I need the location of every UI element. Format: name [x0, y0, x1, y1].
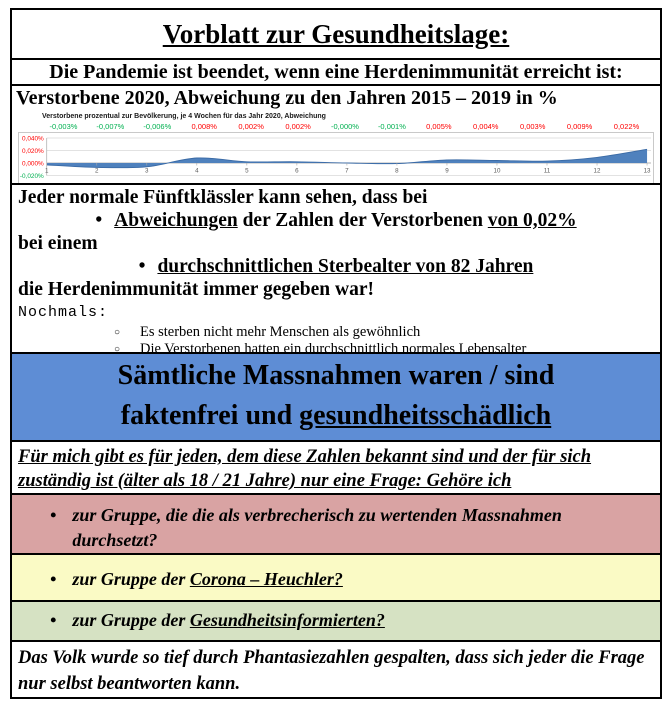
bullet-icon: • [50, 505, 57, 525]
sub-bullet-item [114, 324, 654, 341]
group-row-informed [12, 600, 660, 640]
analysis-line-2: bei einem [18, 233, 98, 254]
bullet-icon: • [50, 569, 57, 589]
x-tick-label: 13 [643, 167, 651, 175]
chart-data-label: -0,001% [377, 122, 406, 131]
sub-bullet-list [114, 324, 654, 352]
group-underlined-text: Corona – Heuchler? [189, 569, 343, 589]
sub-bullet-text: Es sterben nicht mehr Menschen als gewöhnlich [140, 324, 421, 340]
x-tick-label: 4 [195, 167, 199, 175]
footer-section [12, 640, 660, 697]
bullet1-underlined-part2: von 0,02% [487, 210, 577, 231]
banner-line2-underlined: gesundheitsschädlich [299, 400, 552, 431]
analysis-line-3: die Herdenimmunität immer gegeben war! [18, 279, 374, 300]
page-title: Vorblatt zur Gesundheitslage: [162, 19, 510, 49]
analysis-section [12, 183, 660, 352]
bullet1-plain-part: der Zahlen der Verstorbenen [237, 210, 488, 231]
x-tick-label: 10 [493, 167, 501, 175]
analysis-line-1: Jeder normale Fünftklässler kann sehen, dass bei [18, 187, 428, 208]
chart-data-label: 0,003% [519, 122, 546, 131]
chart-plot-area [18, 132, 654, 183]
footer-text: Das Volk wurde so tief durch Phantasiezahlen gespalten, dass sich jeder die Frage nur selbst beantworten kann. [18, 648, 645, 694]
y-tick-label: -0,020% [19, 172, 44, 180]
banner-line-2 [12, 396, 660, 436]
nochmals-label: Nochmals: [18, 304, 109, 321]
chart-data-label: 0,022% [613, 122, 640, 131]
chart-data-labels [40, 122, 650, 131]
group-row-hypocrites [12, 553, 660, 600]
x-tick-label: 2 [95, 167, 99, 175]
y-tick-label: 0,040% [21, 135, 44, 143]
group-text [72, 503, 617, 553]
chart-data-label: -0,000% [331, 122, 359, 131]
blue-banner [12, 352, 660, 440]
bullet-icon: • [95, 210, 103, 231]
y-tick-label: 0,020% [21, 147, 44, 155]
banner-line2-plain: faktenfrei und [120, 400, 300, 431]
bullet-icon: • [138, 256, 146, 277]
bullet1-underlined-part1: Abweichungen [114, 210, 238, 231]
x-tick-label: 7 [345, 167, 349, 175]
group-plain-text: zur Gruppe der [72, 569, 190, 589]
y-tick-label: 0,000% [21, 160, 44, 168]
analysis-bullet-2 [18, 255, 654, 278]
chart-data-label: 0,002% [238, 122, 264, 131]
chart-data-label: -0,007% [96, 122, 125, 131]
chart-data-label: 0,008% [191, 122, 217, 131]
group-text [72, 567, 343, 592]
bullet-icon: • [50, 610, 57, 630]
banner-line-1: Sämtliche Massnahmen waren / sind [117, 360, 555, 391]
group-plain-text: zur Gruppe der [72, 610, 190, 630]
x-tick-label: 11 [543, 167, 551, 175]
subtitle-section [12, 58, 660, 84]
chart-title: Verstorbene prozentual zur Bevölkerung, je 4 Wochen für das Jahr 2020, Abweichung [42, 113, 326, 120]
x-tick-label: 5 [245, 167, 249, 175]
chart-data-label: -0,003% [49, 122, 78, 131]
chart-data-label: 0,009% [566, 122, 593, 131]
circle-bullet-icon: ○ [114, 344, 121, 352]
bullet2-underlined-text: durchschnittlichen Sterbealter von 82 Jahren [157, 256, 534, 277]
chart-heading: Verstorbene 2020, Abweichung zu den Jahren 2015 – 2019 in % [16, 87, 558, 109]
x-tick-label: 3 [145, 167, 149, 175]
group-plain-text: zur Gruppe, die die als verbrecherisch zu wertenden Massnahmen durchsetzt? [72, 505, 562, 550]
group-underlined-text: Gesundheitsinformierten? [189, 610, 385, 630]
x-tick-label: 12 [593, 167, 601, 175]
chart-data-label: 0,004% [473, 122, 499, 131]
document-page [10, 8, 662, 699]
circle-bullet-icon: ○ [114, 327, 121, 338]
group-text [72, 608, 385, 633]
area-chart-svg [19, 133, 653, 183]
x-tick-label: 8 [395, 167, 399, 175]
page-subtitle: Die Pandemie ist beendet, wenn eine Herdenimmunität erreicht ist: [49, 61, 623, 83]
title-section [12, 10, 660, 58]
chart-data-label: 0,005% [426, 122, 452, 131]
x-tick-label: 1 [44, 167, 49, 175]
analysis-bullet-1 [18, 209, 654, 232]
question-text: Für mich gibt es für jeden, dem diese Zahlen bekannt sind und der für sich zuständig ist (älter als 18 / 21 Jahre) nur eine Frage: Gehöre ich [18, 447, 592, 491]
x-tick-label: 9 [445, 167, 449, 175]
group-row-enforcers [12, 493, 660, 553]
chart-data-label: -0,006% [143, 122, 172, 131]
sub-bullet-text: Die Verstorbenen hatten ein durchschnittlich normales Lebensalter [140, 341, 527, 352]
chart-section [12, 84, 660, 183]
chart-data-label: 0,002% [285, 122, 311, 131]
question-section [12, 440, 660, 493]
x-tick-label: 6 [295, 167, 299, 175]
sub-bullet-item [114, 341, 654, 352]
